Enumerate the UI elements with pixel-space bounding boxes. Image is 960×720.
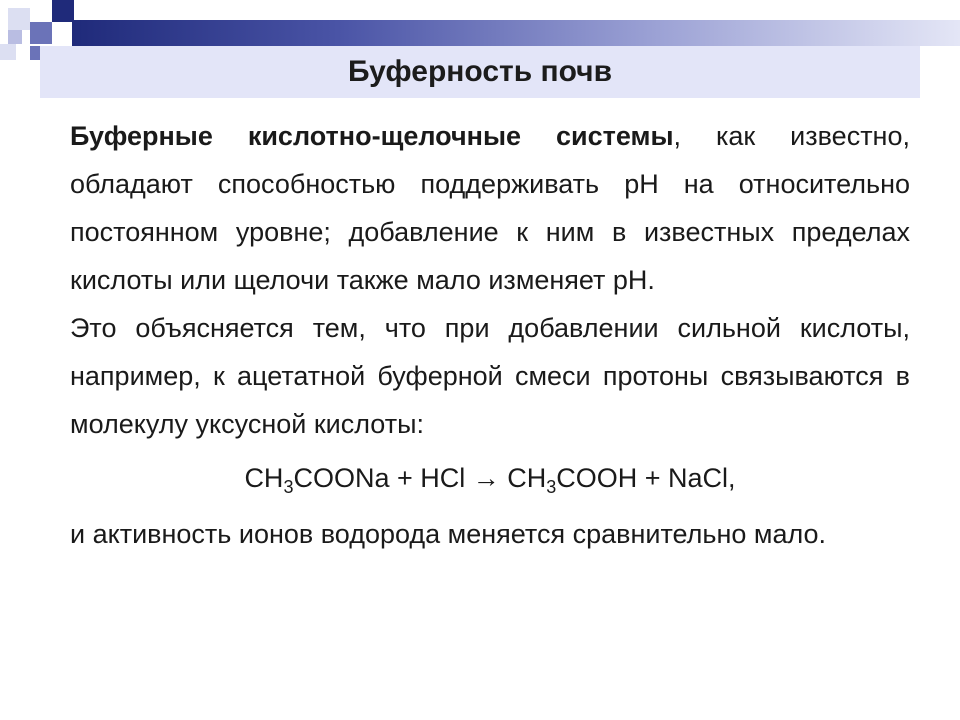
arrow-icon: → <box>472 463 500 493</box>
eq-subscript: 3 <box>546 477 557 497</box>
bold-term: Буферные кислотно-щелочные системы <box>70 121 674 151</box>
title-band <box>40 46 920 98</box>
paragraph-2: Это объясняется тем, что при добавлении сильной кислоты, например, к ацетатной буферной смеси протоны связываются в молекулу уксусной кислоты: <box>70 313 910 439</box>
header-gradient-bar <box>72 20 960 46</box>
corner-square <box>30 22 52 44</box>
eq-part: COOH + NaCl, <box>556 463 736 493</box>
eq-part: CH <box>244 463 284 493</box>
slide-body <box>70 112 910 558</box>
eq-part: COONa + HCl <box>293 463 473 493</box>
paragraph-1 <box>70 112 910 304</box>
corner-square <box>8 30 22 44</box>
page-title: Буферность почв <box>347 55 613 88</box>
paragraph-1-text: , как известно, обладают способностью поддерживать pH на относительно постоянном уровне; добавление к ним в известных пределах кислоты или щелочи также мало изменяет pH. <box>70 121 910 295</box>
eq-part: CH <box>499 463 547 493</box>
chemical-equation <box>70 452 910 504</box>
corner-square <box>52 0 74 22</box>
paragraph-3: и активность ионов водорода меняется сравнительно мало. <box>70 519 827 549</box>
eq-subscript: 3 <box>283 477 294 497</box>
corner-square <box>8 8 30 30</box>
corner-square <box>0 44 16 60</box>
